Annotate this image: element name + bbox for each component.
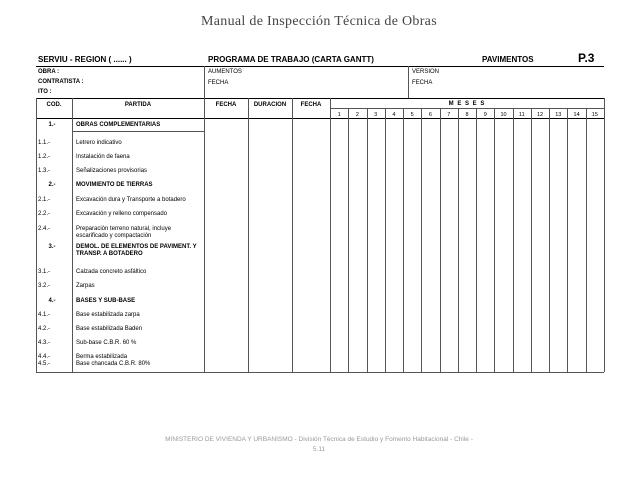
header-rule <box>36 66 604 67</box>
row-code: 2.1.- <box>38 197 51 203</box>
month-1: 1 <box>337 112 341 118</box>
obra-label: OBRA : <box>38 69 60 75</box>
table-bottom-rule <box>36 372 604 373</box>
row-code: 4.4.- <box>38 354 51 360</box>
col-divider-fecha1 <box>248 98 249 372</box>
month-6: 6 <box>428 112 432 118</box>
fecha-left-label: FECHA <box>208 80 229 86</box>
months-header-rule <box>330 108 604 109</box>
month-divider <box>458 108 459 372</box>
col-header-fecha1: FECHA <box>215 102 237 108</box>
col-divider-cod <box>72 98 73 372</box>
month-3: 3 <box>374 112 378 118</box>
col-divider-fecha2 <box>330 98 331 372</box>
month-divider <box>367 108 368 372</box>
col-header-cod: COD. <box>46 102 62 108</box>
row-description: Zarpas <box>76 283 95 289</box>
month-8: 8 <box>465 112 469 118</box>
aumentos-label: AUMENTOS <box>208 69 242 75</box>
row-description: Señalizaciones provisorias <box>76 168 148 174</box>
month-5: 5 <box>410 112 414 118</box>
month-divider <box>476 108 477 372</box>
row-code: 2.4.- <box>38 226 51 232</box>
col-header-duracion: DURACION <box>253 102 287 108</box>
table-left-border <box>36 98 37 372</box>
row-code: 3.- <box>48 244 56 250</box>
ito-label: ITO : <box>38 89 52 95</box>
row-description: Excavación dura y Transporte a botadero <box>76 197 186 203</box>
section-separator <box>72 131 204 132</box>
table-header-bottom-rule <box>36 118 604 119</box>
row-description: Instalación de faena <box>76 154 130 160</box>
header-divider-2 <box>408 66 409 98</box>
row-code: 2.- <box>48 182 56 188</box>
month-4: 4 <box>392 112 396 118</box>
row-description: Preparación terreno natural, incluye escarificado y compactación <box>76 226 172 239</box>
footer-page-number: 5.11 <box>312 446 326 453</box>
month-9: 9 <box>483 112 487 118</box>
table-top-rule <box>36 98 604 99</box>
month-divider <box>403 108 404 372</box>
row-code: 1.2.- <box>38 154 51 160</box>
month-divider <box>421 108 422 372</box>
row-code: 1.1.- <box>38 140 51 146</box>
row-code: 3.1.- <box>38 269 51 275</box>
row-description: OBRAS COMPLEMENTARIAS <box>76 122 161 128</box>
month-divider <box>385 108 386 372</box>
row-code: 4.- <box>48 298 56 304</box>
row-code: 4.1.- <box>38 312 51 318</box>
col-divider-duracion <box>292 98 293 372</box>
month-2: 2 <box>355 112 359 118</box>
row-description: Berma estabilizada <box>76 354 128 360</box>
row-code: 2.2.- <box>38 211 51 217</box>
month-divider <box>531 108 532 372</box>
month-7: 7 <box>447 112 451 118</box>
version-label: VERSION <box>412 69 440 75</box>
row-description: Excavación y relleno compensado <box>76 211 168 217</box>
row-description: Base estabilizada Baden <box>76 326 143 332</box>
col-header-meses: M E S E S <box>448 101 486 107</box>
row-code: 4.3.- <box>38 340 51 346</box>
month-divider <box>586 108 587 372</box>
col-header-partida: PARTIDA <box>124 102 152 108</box>
row-code: 4.2.- <box>38 326 51 332</box>
header-divider-1 <box>204 66 205 98</box>
month-divider <box>440 108 441 372</box>
row-code: 1.3.- <box>38 168 51 174</box>
fecha-right-label: FECHA <box>412 80 433 86</box>
row-description: Sub-base C.B.R. 60 % <box>76 340 137 346</box>
month-divider <box>513 108 514 372</box>
month-11: 11 <box>518 112 525 118</box>
footer-ministry: MINISTERIO DE VIVIENDA Y URBANISMO - División Técnica de Estudio y Fomento Habitacional - Chile - <box>165 436 473 443</box>
col-header-fecha2: FECHA <box>300 102 322 108</box>
row-description: MOVIMIENTO DE TIERRAS <box>76 182 153 188</box>
row-description: Base chancada C.B.R. 80% <box>76 361 151 367</box>
row-description: Base estabilizada zarpa <box>76 312 140 318</box>
row-description: Letrero indicativo <box>76 140 122 146</box>
document-title: Manual de Inspección Técnica de Obras <box>201 14 437 29</box>
row-description: DEMOL. DE ELEMENTOS DE PAVIMENT. Y TRANSP. A BOTADERO <box>76 244 197 257</box>
row-description: Calzada concreto asfáltico <box>76 269 147 275</box>
month-13: 13 <box>555 112 562 118</box>
page-code: P.3 <box>578 51 595 65</box>
program-title: PROGRAMA DE TRABAJO (CARTA GANTT) <box>208 55 374 64</box>
month-divider <box>494 108 495 372</box>
table-right-border <box>604 98 605 372</box>
row-code: 4.5.- <box>38 361 51 367</box>
row-description: BASES Y SUB-BASE <box>76 298 136 304</box>
month-divider <box>348 108 349 372</box>
month-14: 14 <box>573 112 580 118</box>
month-15: 15 <box>591 112 598 118</box>
month-divider <box>567 108 568 372</box>
month-divider <box>549 108 550 372</box>
row-code: 1.- <box>48 122 56 128</box>
col-divider-partida <box>204 98 205 372</box>
month-10: 10 <box>500 112 507 118</box>
row-code: 3.2.- <box>38 283 51 289</box>
contratista-label: CONTRATISTA : <box>38 79 84 85</box>
section-name: PAVIMENTOS <box>482 55 534 64</box>
region-label: SERVIU - REGION ( ...... ) <box>38 55 132 64</box>
month-12: 12 <box>536 112 544 118</box>
